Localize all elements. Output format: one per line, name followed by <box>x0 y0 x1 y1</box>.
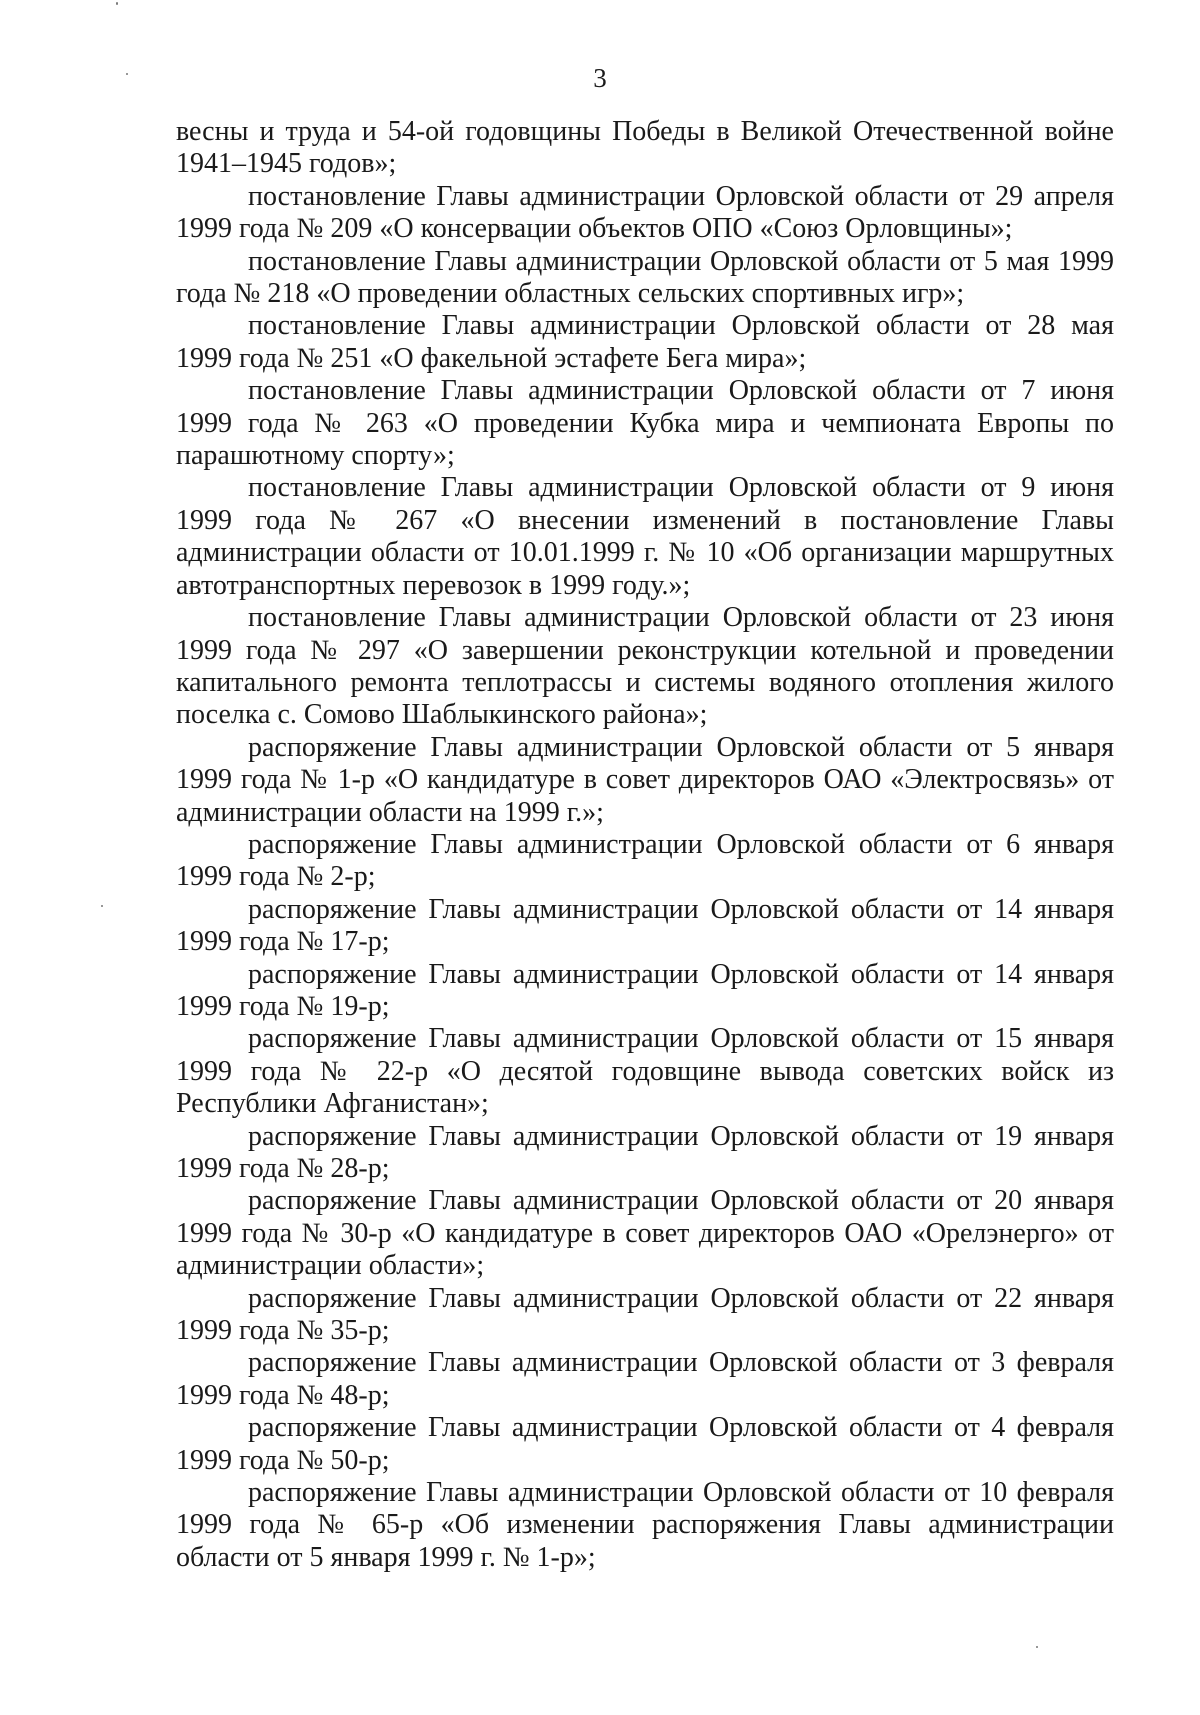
paragraph: распоряжение Главы администрации Орловской области от 14 января 1999 года № 19-р; <box>176 958 1114 1022</box>
paragraph: распоряжение Главы администрации Орловской области от 5 января 1999 года № 1-р «О кандидатуре в совет директоров ОАО «Электросвязь» от администрации области на 1999 г.»; <box>176 731 1114 828</box>
paragraph-continuation: весны и труда и 54-ой годовщины Победы в Великой Отечественной войне 1941–1945 годов»; <box>176 116 1114 180</box>
paragraph: распоряжение Главы администрации Орловской области от 19 января 1999 года № 28-р; <box>176 1120 1114 1184</box>
paragraph: распоряжение Главы администрации Орловской области от 4 февраля 1999 года № 50-р; <box>176 1412 1114 1476</box>
paragraph: постановление Главы администрации Орловской области от 7 июня 1999 года № 263 «О проведении Кубка мира и чемпионата Европы по парашютному спорту»; <box>176 375 1114 472</box>
paragraph: постановление Главы администрации Орловской области от 29 апреля 1999 года № 209 «О консервации объектов ОПО «Союз Орловщины»; <box>176 180 1114 245</box>
paragraph: распоряжение Главы администрации Орловской области от 14 января 1999 года № 17-р; <box>176 893 1114 958</box>
page-number: 3 <box>593 63 607 93</box>
scan-speck <box>101 905 103 907</box>
paragraph: распоряжение Главы администрации Орловской области от 20 января 1999 года № 30-р «О кандидатуре в совет директоров ОАО «Орелэнерго» от администрации области»; <box>176 1185 1114 1282</box>
paragraph: постановление Главы администрации Орловской области от 23 июня 1999 года № 297 «О завершении реконструкции котельной и проведении капитального ремонта теплотрассы и системы водяного отопления жилого поселка с. Сомово Шаблыкинского района»; <box>176 602 1114 731</box>
paragraph: распоряжение Главы администрации Орловской области от 3 февраля 1999 года № 48-р; <box>176 1347 1114 1411</box>
scan-speck <box>116 2 118 5</box>
paragraph: распоряжение Главы администрации Орловской области от 15 января 1999 года № 22-р «О десятой годовщине вывода советских войск из Республики Афганистан»; <box>176 1023 1114 1120</box>
paragraph: распоряжение Главы администрации Орловской области от 6 января 1999 года № 2-р; <box>176 828 1114 893</box>
document-body <box>176 116 1114 1574</box>
scan-speck <box>1036 1646 1038 1648</box>
paragraph: постановление Главы администрации Орловской области от 28 мая 1999 года № 251 «О факельной эстафете Бега мира»; <box>176 310 1114 374</box>
paragraph: постановление Главы администрации Орловской области от 9 июня 1999 года № 267 «О внесении изменений в постановление Главы администрации области от 10.01.1999 г. № 10 «Об организации маршрутных автотранспортных перевозок в 1999 году.»; <box>176 472 1114 601</box>
paragraph: распоряжение Главы администрации Орловской области от 22 января 1999 года № 35-р; <box>176 1282 1114 1347</box>
paragraph: постановление Главы администрации Орловской области от 5 мая 1999 года № 218 «О проведении областных сельских спортивных игр»; <box>176 245 1114 310</box>
paragraph: распоряжение Главы администрации Орловской области от 10 февраля 1999 года № 65-р «Об изменении распоряжения Главы администрации области от 5 января 1999 г. № 1-р»; <box>176 1477 1114 1573</box>
